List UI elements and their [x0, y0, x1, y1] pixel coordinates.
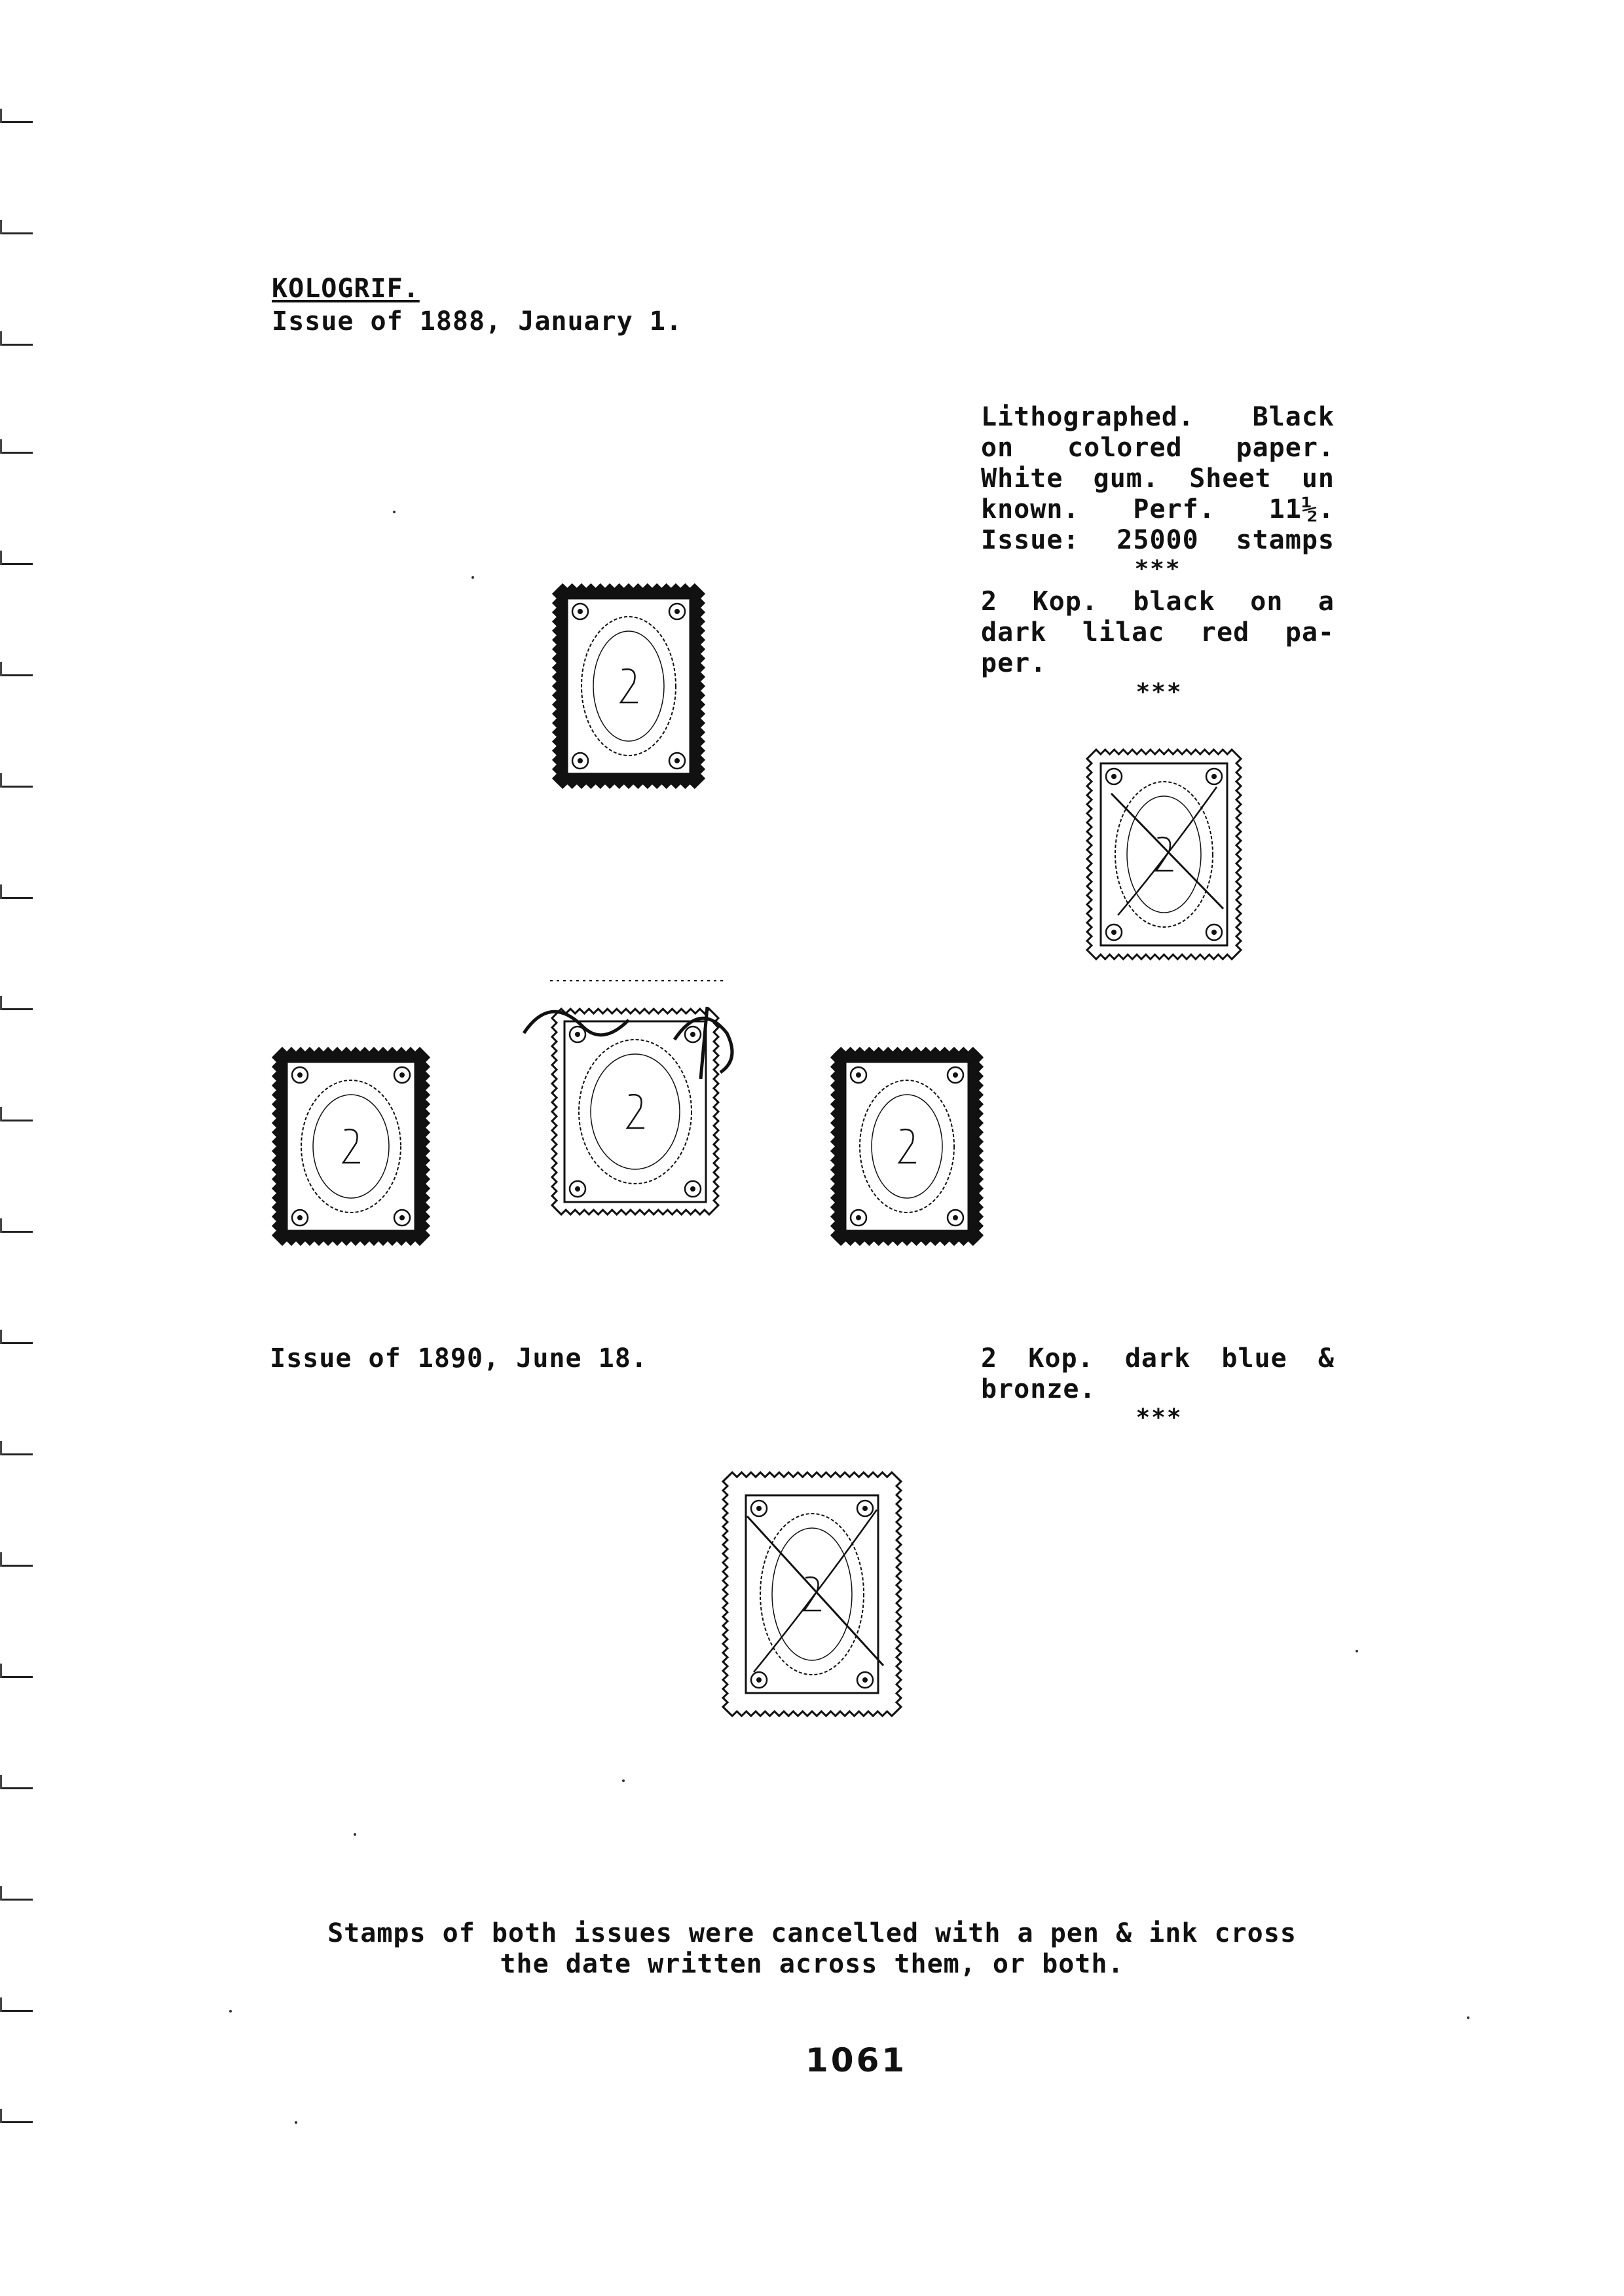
stamp-1888-dated	[511, 968, 760, 1256]
issue-1890-value-line: bronze.	[981, 1374, 1096, 1404]
value-line: 2 Kop. black on a	[981, 587, 1335, 617]
value-line: per.	[981, 648, 1047, 678]
scan-speck	[622, 1779, 625, 1782]
scan-speck	[1467, 2016, 1469, 2019]
stamp-1888-left-image	[270, 1045, 432, 1248]
separator-stars: ***	[1134, 556, 1181, 583]
stamp-1888-pen-cancelled	[1084, 746, 1244, 962]
page-title: KOLOGRIF.	[272, 274, 420, 304]
cancellation-note: the date written across them, or both.	[500, 1949, 1124, 1979]
binding-mark	[0, 1120, 33, 1121]
binding-mark	[0, 121, 33, 123]
binding-mark	[0, 1565, 33, 1567]
binding-mark	[0, 786, 33, 788]
cancellation-note: Stamps of both issues were cancelled with a pen & ink cross	[327, 1918, 1297, 1948]
binding-mark	[0, 1231, 33, 1233]
stamp-1888-right-image	[828, 1045, 986, 1248]
scan-speck	[229, 2010, 232, 2013]
description-line: White gum. Sheet un	[981, 464, 1335, 494]
stamp-1888-unused-image	[550, 581, 707, 791]
issue-1890-value-line: 2 Kop. dark blue &	[981, 1343, 1335, 1374]
binding-mark	[0, 1676, 33, 1678]
binding-mark	[0, 344, 33, 346]
binding-mark	[0, 2121, 33, 2123]
binding-mark	[0, 1342, 33, 1344]
scan-speck	[1356, 1650, 1358, 1652]
binding-mark	[0, 2010, 33, 2012]
binding-mark	[0, 1453, 33, 1455]
stamp-1888-left	[270, 1045, 432, 1248]
stamp-1890-image	[717, 1467, 907, 1722]
stamp-1888-dated-image	[511, 968, 760, 1256]
binding-mark	[0, 1008, 33, 1010]
scan-speck	[295, 2121, 297, 2124]
binding-mark	[0, 674, 33, 676]
stamp-1888-unused	[550, 581, 707, 791]
binding-mark	[0, 232, 33, 234]
description-line: Lithographed. Black	[981, 402, 1335, 432]
description-line: on colored paper.	[981, 433, 1335, 463]
separator-stars: ***	[1135, 1404, 1183, 1431]
issue-1890-heading: Issue of 1890, June 18.	[270, 1343, 648, 1374]
binding-mark	[0, 452, 33, 454]
scan-speck	[393, 511, 396, 513]
stamp-1888-pen-cancelled-image	[1084, 746, 1244, 962]
binding-mark	[0, 1899, 33, 1901]
scan-speck	[471, 576, 474, 579]
separator-stars: ***	[1135, 679, 1183, 706]
issue-1888-heading: Issue of 1888, January 1.	[272, 306, 683, 337]
stamp-1888-right	[828, 1045, 986, 1248]
description-line: known. Perf. 11½.	[981, 494, 1335, 524]
page-number: 1061	[805, 2041, 908, 2079]
scan-speck	[354, 1833, 356, 1836]
stamp-1890	[717, 1467, 907, 1722]
description-line: Issue: 25000 stamps	[981, 525, 1335, 555]
binding-mark	[0, 563, 33, 565]
binding-mark	[0, 1787, 33, 1789]
binding-mark	[0, 897, 33, 899]
value-line: dark lilac red pa-	[981, 617, 1335, 647]
